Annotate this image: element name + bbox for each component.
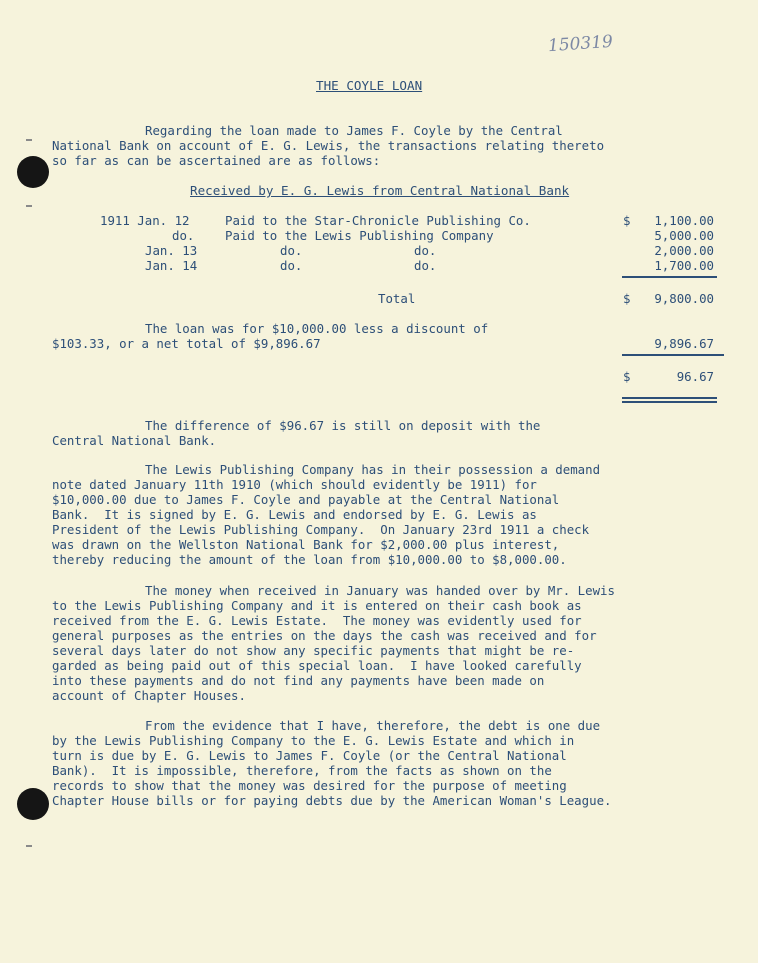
margin-mark xyxy=(26,139,32,141)
total-amount: 9,800.00 xyxy=(654,291,714,306)
para1-line-1: The difference of $96.67 is still on deposit with the xyxy=(145,418,541,433)
ledger-date: Jan. 13 xyxy=(145,243,198,258)
intro-line-1: Regarding the loan made to James F. Coyle by the Central xyxy=(145,123,563,138)
ledger-dollar: $ xyxy=(623,213,631,228)
ledger-amount: 5,000.00 xyxy=(654,228,714,243)
para2-line-7: thereby reducing the amount of the loan from $10,000.00 to $8,000.00. xyxy=(52,552,567,567)
para1-line-2: Central National Bank. xyxy=(52,433,217,448)
para4-line-4: Bank). It is impossible, therefore, from the facts as shown on the xyxy=(52,763,552,778)
ledger-date: Jan. 14 xyxy=(145,258,198,273)
difference-dollar: $ xyxy=(623,369,631,384)
table-heading: Received by E. G. Lewis from Central National Bank xyxy=(190,183,570,198)
difference-amount: 96.67 xyxy=(676,369,714,384)
para2-line-6: was drawn on the Wellston National Bank for $2,000.00 plus interest, xyxy=(52,537,560,552)
para4-line-3: turn is due by E. G. Lewis to James F. Coyle (or the Central National xyxy=(52,748,567,763)
para3-line-4: general purposes as the entries on the days the cash was received and for xyxy=(52,628,597,643)
loan-line-1: The loan was for $10,000.00 less a discount of xyxy=(145,321,489,336)
ledger-amount: 1,700.00 xyxy=(654,258,714,273)
para4-line-1: From the evidence that I have, therefore, the debt is one due xyxy=(145,718,601,733)
para4-line-2: by the Lewis Publishing Company to the E. G. Lewis Estate and which in xyxy=(52,733,575,748)
net-amount: 9,896.67 xyxy=(654,336,714,351)
para3-line-2: to the Lewis Publishing Company and it is entered on their cash book as xyxy=(52,598,582,613)
margin-mark xyxy=(26,845,32,847)
para3-line-8: account of Chapter Houses. xyxy=(52,688,246,703)
para4-line-5: records to show that the money was desired for the purpose of meeting xyxy=(52,778,567,793)
para2-line-5: President of the Lewis Publishing Company. On January 23rd 1911 a check xyxy=(52,522,590,537)
para2-line-2: note dated January 11th 1910 (which should evidently be 1911) for xyxy=(52,477,537,492)
ledger-desc-2: do. xyxy=(414,258,437,273)
para3-line-7: into these payments and do not find any payments have been made on xyxy=(52,673,545,688)
para2-line-1: The Lewis Publishing Company has in their possession a demand xyxy=(145,462,601,477)
para4-line-6: Chapter House bills or for paying debts due by the American Woman's League. xyxy=(52,793,612,808)
para3-line-5: several days later do not show any specific payments that might be re- xyxy=(52,643,575,658)
punch-hole-bottom xyxy=(17,788,49,820)
ledger-desc-2: do. xyxy=(414,243,437,258)
para3-line-6: garded as being paid out of this special loan. I have looked carefully xyxy=(52,658,582,673)
para3-line-1: The money when received in January was handed over by Mr. Lewis xyxy=(145,583,615,598)
ledger-amount: 1,100.00 xyxy=(654,213,714,228)
ledger-desc: Paid to the Lewis Publishing Company xyxy=(225,228,494,243)
intro-line-3: so far as can be ascertained are as follows: xyxy=(52,153,381,168)
ledger-amount: 2,000.00 xyxy=(654,243,714,258)
para2-line-4: Bank. It is signed by E. G. Lewis and endorsed by E. G. Lewis as xyxy=(52,507,537,522)
total-label: Total xyxy=(378,291,416,306)
double-rule-bottom xyxy=(622,401,717,403)
intro-line-2: National Bank on account of E. G. Lewis, the transactions relating thereto xyxy=(52,138,605,153)
net-rule xyxy=(622,354,724,356)
document-title: THE COYLE LOAN xyxy=(316,78,423,93)
ledger-desc: Paid to the Star-Chronicle Publishing Co. xyxy=(225,213,531,228)
ledger-date: do. xyxy=(172,228,195,243)
margin-mark xyxy=(26,205,32,207)
handwritten-number: 150319 xyxy=(547,31,614,57)
subtotal-rule xyxy=(622,276,717,278)
punch-hole-top xyxy=(17,156,49,188)
total-dollar: $ xyxy=(623,291,631,306)
ledger-desc: do. xyxy=(280,258,303,273)
loan-line-2: $103.33, or a net total of $9,896.67 xyxy=(52,336,321,351)
para2-line-3: $10,000.00 due to James F. Coyle and payable at the Central National xyxy=(52,492,560,507)
ledger-desc: do. xyxy=(280,243,303,258)
ledger-date: 1911 Jan. 12 xyxy=(100,213,190,228)
double-rule-top xyxy=(622,397,717,399)
para3-line-3: received from the E. G. Lewis Estate. The money was evidently used for xyxy=(52,613,582,628)
